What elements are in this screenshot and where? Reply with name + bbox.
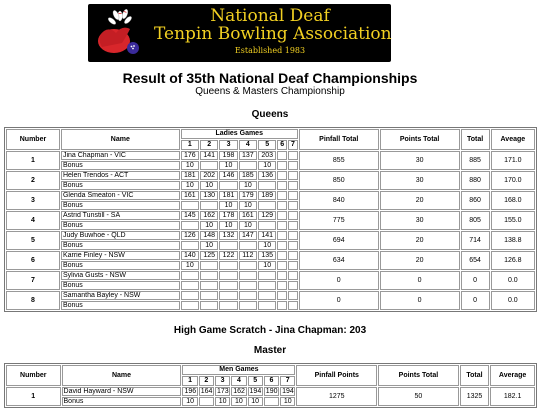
bowler-name: Samantha Bayley - NSW [61,291,180,300]
bonus-score [239,281,257,290]
association-banner [88,4,391,62]
bowler-name: Astrid Tunstill - SA [61,211,180,220]
average: 138.8 [491,231,535,250]
bonus-score [239,301,257,310]
points-total: 30 [380,171,460,190]
grand-total: 880 [461,171,490,190]
bonus-label: Bonus [61,301,180,310]
bonus-score [200,301,218,310]
grand-total: 805 [461,211,490,230]
game-score: 148 [200,231,218,240]
bonus-score [258,181,276,190]
game-score: 198 [219,151,237,160]
rank-number: 8 [6,291,60,310]
pinfall-total: 1275 [296,387,377,406]
table-row [6,231,535,240]
game-score: 122 [219,251,237,260]
table-row [6,251,535,260]
bonus-label: Bonus [61,181,180,190]
game-score [288,171,298,180]
game-score: 173 [217,388,229,395]
game-score [200,271,218,280]
table-row [6,211,535,220]
game-score: 194 [249,388,262,395]
average: 0.0 [491,291,535,310]
game-score [277,251,287,260]
bowler-name: Karrie Finley - NSW [61,251,180,260]
game-score: 132 [219,231,237,240]
grand-total: 885 [461,151,490,170]
game-score [239,271,257,280]
grand-total: 714 [461,231,490,250]
table-row [6,151,535,160]
bonus-score [239,261,257,270]
game-score [219,271,237,280]
game-score [200,291,218,300]
col-total: Total [461,129,490,150]
bonus-score [219,261,237,270]
bowler-name: Glenda Smeaton - VIC [61,191,180,200]
game-num: 7 [280,376,295,386]
bonus-label: Bonus [61,281,180,290]
bowler-name: David Hayward - NSW [62,387,182,396]
game-score: 176 [181,151,199,160]
game-score: 126 [181,231,199,240]
bonus-score: 10 [239,181,257,190]
col-name: Name [62,365,182,386]
banner-line-1: National Deaf [210,6,330,26]
rank-number: 3 [6,191,60,210]
rank-number: 1 [6,151,60,170]
game-score [277,231,287,240]
bowler-name: Sylivia Gusts - NSW [61,271,180,280]
game-score [277,191,287,200]
master-heading: Master [253,345,287,356]
game-score: 181 [181,171,199,180]
grand-total: 1325 [460,387,489,406]
bonus-score: 10 [219,221,237,230]
game-num: 5 [258,140,276,150]
bonus-score: 10 [200,241,218,250]
bonus-score [288,161,298,170]
points-total: 0 [380,271,460,290]
table-row [6,387,535,396]
bonus-score [219,301,237,310]
game-score: 141 [200,151,218,160]
bonus-score [288,301,298,310]
average: 182.1 [490,387,535,406]
game-num: 1 [181,140,199,150]
game-score: 135 [258,251,276,260]
table-row [6,171,535,180]
col-pinfall: Pinfall Total [299,129,379,150]
bonus-score [288,181,298,190]
game-score: 112 [239,251,257,260]
rank-number: 6 [6,251,60,270]
game-score [277,291,287,300]
bonus-score [277,281,287,290]
bonus-score: 10 [181,181,199,190]
col-pinfall: Pinfall Points [296,365,377,386]
grand-total: 0 [461,291,490,310]
table-row [6,191,535,200]
rank-number: 1 [6,387,61,406]
game-score [277,211,287,220]
bonus-score: 10 [200,221,218,230]
points-total: 50 [378,387,459,406]
bowler-name: Jina Chapman - VIC [61,151,180,160]
bonus-score [288,261,298,270]
bowling-pin-kangaroo-logo-icon [92,7,152,59]
pinfall-total: 775 [299,211,379,230]
points-total: 20 [380,231,460,250]
game-score: 189 [258,191,276,200]
high-game-note: High Game Scratch - Jina Chapman: 203 [173,325,367,336]
game-score [288,211,298,220]
bonus-score [219,181,237,190]
pinfall-total: 855 [299,151,379,170]
game-num: 3 [219,140,237,150]
game-score: 147 [239,231,257,240]
average: 168.0 [491,191,535,210]
game-num: 4 [239,140,257,150]
game-score: 194 [282,388,294,395]
bonus-score [258,281,276,290]
bonus-score: 10 [231,397,246,406]
bonus-label: Bonus [61,241,180,250]
game-num: 5 [248,376,263,386]
bonus-label: Bonus [61,161,180,170]
pinfall-total: 840 [299,191,379,210]
game-score [277,151,287,160]
game-score: 161 [239,211,257,220]
col-number: Number [6,129,60,150]
bonus-score [258,221,276,230]
col-name: Name [61,129,180,150]
bonus-score [181,201,199,210]
game-num: 2 [200,140,218,150]
game-score [288,271,298,280]
bonus-score [239,161,257,170]
game-score [288,231,298,240]
game-score: 145 [181,211,199,220]
grand-total: 0 [461,271,490,290]
game-score: 130 [200,191,218,200]
bonus-score [277,261,287,270]
game-score [288,191,298,200]
game-num: 3 [215,376,230,386]
bonus-score: 10 [258,241,276,250]
game-num: 7 [288,140,298,150]
banner-line-2: Tenpin Bowling Association [154,24,392,44]
game-score: 140 [181,251,199,260]
game-score: 146 [219,171,237,180]
bonus-score: 10 [258,261,276,270]
table-row [6,271,535,280]
bonus-score: 10 [219,161,237,170]
col-average: Aveage [491,129,535,150]
game-score: 181 [219,191,237,200]
page-title: Result of 35th National Deaf Championships [122,70,418,86]
game-score: 125 [200,251,218,260]
points-total: 20 [380,251,460,270]
average: 0.0 [491,271,535,290]
game-num: 6 [264,376,279,386]
game-score: 203 [258,151,276,160]
queens-results-table [4,127,537,312]
game-score: 185 [239,171,257,180]
bowler-name: Helen Trendos - ACT [61,171,180,180]
bonus-score [277,181,287,190]
game-score [288,291,298,300]
points-total: 30 [380,211,460,230]
col-number: Number [6,365,61,386]
game-score: 141 [258,231,276,240]
game-score: 129 [258,211,276,220]
pinfall-total: 634 [299,251,379,270]
game-score [288,151,298,160]
bonus-label: Bonus [61,221,180,230]
game-score [258,291,276,300]
bonus-score [200,201,218,210]
col-games: Ladies Games [181,129,298,139]
page-subtitle: Queens & Masters Championship [195,86,345,97]
game-score [219,291,237,300]
bonus-score: 10 [258,161,276,170]
game-num: 2 [199,376,214,386]
game-score: 162 [200,211,218,220]
game-score: 178 [219,211,237,220]
grand-total: 654 [461,251,490,270]
game-score [181,271,199,280]
bonus-score [219,281,237,290]
bonus-score: 10 [200,181,218,190]
bonus-score [258,201,276,210]
bonus-score: 10 [239,221,257,230]
points-total: 0 [380,291,460,310]
average: 170.0 [491,171,535,190]
col-points: Points Total [380,129,460,150]
bowler-name: Judy Buwhoe - QLD [61,231,180,240]
game-score [181,291,199,300]
bonus-label: Bonus [62,397,182,406]
game-score [288,251,298,260]
game-score [277,271,287,280]
bonus-score [181,281,199,290]
game-score [258,271,276,280]
game-score: 164 [200,388,213,395]
average: 171.0 [491,151,535,170]
game-score: 137 [239,151,257,160]
col-games: Men Games [182,365,295,375]
game-score: 161 [181,191,199,200]
game-score: 196 [184,388,197,395]
master-results-table [4,363,537,408]
rank-number: 7 [6,271,60,290]
bonus-score [200,261,218,270]
bonus-score: 10 [248,397,263,406]
pinfall-total: 0 [299,291,379,310]
average: 126.8 [491,251,535,270]
bonus-score: 10 [181,161,199,170]
bonus-score [277,161,287,170]
queens-heading: Queens [251,109,289,120]
game-score: 179 [239,191,257,200]
bonus-score [258,301,276,310]
game-num: 6 [277,140,287,150]
grand-total: 860 [461,191,490,210]
game-num: 1 [182,376,197,386]
bonus-score [277,301,287,310]
points-total: 30 [380,151,460,170]
pinfall-total: 0 [299,271,379,290]
bonus-score [200,161,218,170]
bonus-score [288,201,298,210]
game-score: 136 [258,171,276,180]
col-average: Average [490,365,535,386]
bonus-score [239,241,257,250]
rank-number: 5 [6,231,60,250]
rank-number: 2 [6,171,60,190]
game-score: 162 [233,388,245,395]
col-total: Total [460,365,489,386]
bonus-score [181,301,199,310]
game-num: 4 [231,376,246,386]
bonus-score [288,221,298,230]
table-row [6,291,535,300]
game-score [277,171,287,180]
bonus-score [288,241,298,250]
bonus-score [277,241,287,250]
bonus-label: Bonus [61,261,180,270]
bonus-score [288,281,298,290]
bonus-score: 10 [239,201,257,210]
bonus-score [200,281,218,290]
bonus-label: Bonus [61,201,180,210]
bonus-score [219,241,237,250]
bonus-score: 10 [280,397,295,406]
average: 155.0 [491,211,535,230]
bonus-score [181,241,199,250]
banner-established: Established 1983 [234,46,306,55]
pinfall-total: 694 [299,231,379,250]
bonus-score [277,201,287,210]
bonus-score [181,221,199,230]
rank-number: 4 [6,211,60,230]
game-score: 190 [265,388,278,395]
bonus-score [277,221,287,230]
col-points: Points Total [378,365,459,386]
bonus-score: 10 [215,397,230,406]
bonus-score: 10 [181,261,199,270]
game-score [239,291,257,300]
bonus-score: 10 [182,397,197,406]
game-score: 202 [200,171,218,180]
pinfall-total: 850 [299,171,379,190]
bonus-score: 10 [219,201,237,210]
points-total: 20 [380,191,460,210]
